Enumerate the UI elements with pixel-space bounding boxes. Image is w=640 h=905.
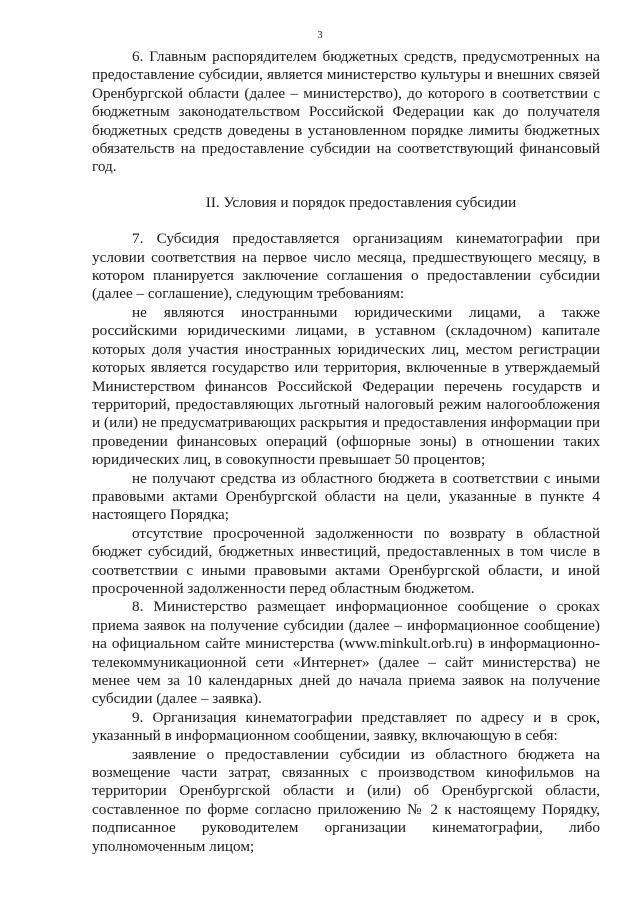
section-heading: II. Условия и порядок предоставления субсидии	[205, 193, 517, 211]
paragraph-6: 6. Главным распорядителем бюджетных средств, предусмотренных на предоставление субсидии, является министерство культуры и внешних связей Оренбургской области (далее – министерство), до которого в соответствии с бюджетным законодательством Российской Федерации как до получателя бюджетных средств доведены в установленном порядке лимиты бюджетных обязательств на предоставление субсидии на соответствующий финансовый год.	[92, 48, 600, 176]
paragraph-7-requirement-3: отсутствие просроченной задолженности по возврату в областной бюджет субсидий, бюджетных инвестиций, предоставленных в том числе в соответствии с иными правовыми актами Оренбургской области, и иной просроченной задолженности перед областным бюджетом.	[92, 524, 600, 597]
paragraph-7-requirement-2: не получают средства из областного бюджета в соответствии с иными правовыми актами Оренбургской области на цели, указанные в пункте 4 настоящего Порядка;	[92, 469, 600, 524]
paragraph-7: 7. Субсидия предоставляется организациям кинематографии при условии соответствия на первое число месяца, предшествующего месяцу, в котором планируется заключение соглашения о предоставлении субсидии (далее – соглашение), следующим требованиям:	[92, 230, 600, 303]
paragraph-8: 8. Министерство размещает информационное сообщение о сроках приема заявок на получение субсидии (далее – информационное сообщение) на официальном сайте министерства (www.minkult.orb.ru) в информационно-телекоммуникационной сети «Интернет» (далее – сайт министерства) не менее чем за 10 календарных дней до начала приема заявок на получение субсидии (далее – заявка).	[92, 598, 600, 708]
document-body	[92, 48, 600, 856]
paragraph-9-item-1: заявление о предоставлении субсидии из областного бюджета на возмещение части затрат, связанных с производством кинофильмов на территории Оренбургской области и (или) об Оренбургской области, составленное по форме согласно приложению № 2 к настоящему Порядку, подписанное руководителем организации кинематографии, либо уполномоченным лицом;	[92, 745, 600, 855]
paragraph-9: 9. Организация кинематографии представляет по адресу и в срок, указанный в информационном сообщении, заявку, включающую в себя:	[92, 708, 600, 745]
page-number: 3	[317, 30, 323, 41]
paragraph-7-requirement-1: не являются иностранными юридическими лицами, а также российскими юридическими лицами, в уставном (складочном) капитале которых доля участия иностранных юридических лиц, местом регистрации которых является государство или территория, включенные в утверждаемый Министерством финансов Российской Федерации перечень государств и территорий, предоставляющих льготный налоговый режим налогообложения и (или) не предусматривающих раскрытия и предоставления информации при проведении финансовых операций (офшорные зоны) в отношении таких юридических лиц, в совокупности превышает 50 процентов;	[92, 303, 600, 469]
